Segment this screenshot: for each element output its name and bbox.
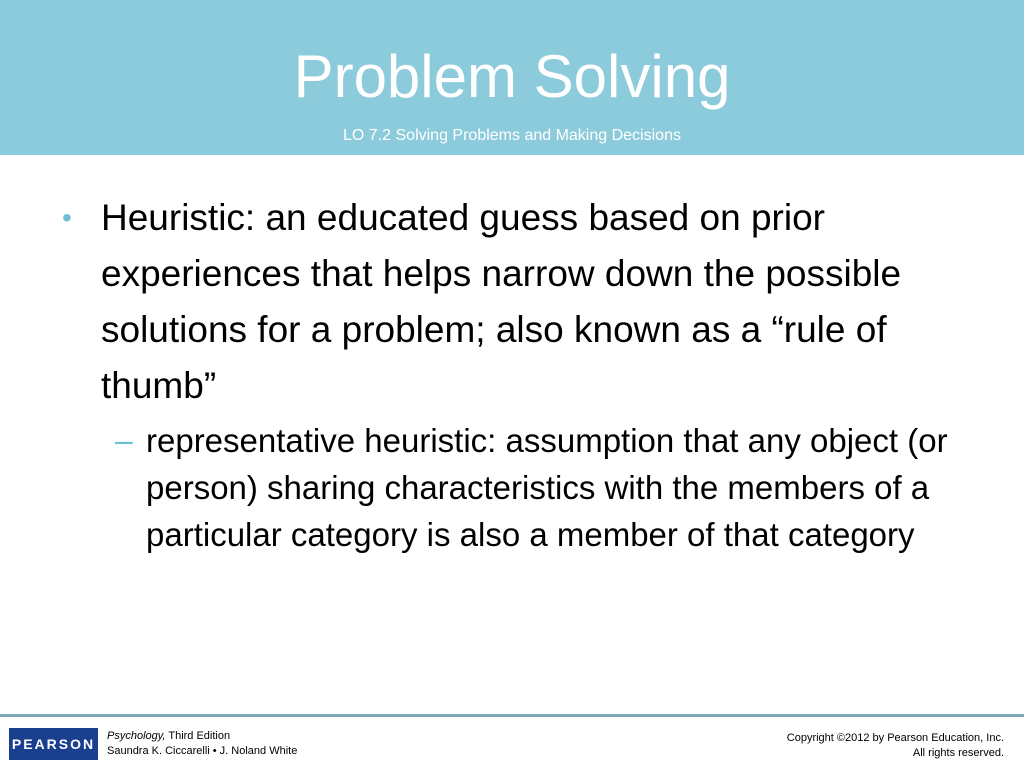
footer-divider (0, 714, 1024, 717)
slide-title: Problem Solving (293, 43, 731, 110)
footer-book-info (107, 729, 297, 759)
rights-text: All rights reserved. (912, 747, 1004, 759)
footer-copyright (787, 731, 1004, 761)
book-edition: Third Edition (165, 730, 231, 742)
bullet-text: Heuristic: an educated guess based on prior experiences that helps narrow down the possible solutions for a problem; also known as a “rule of thumb” (101, 197, 902, 406)
bullet-marker: • (62, 202, 72, 233)
book-authors: Saundra K. Ciccarelli • J. Noland White (107, 745, 298, 757)
copyright-text: Copyright ©2012 by Pearson Education, Inc. (786, 732, 1004, 744)
pearson-logo: PEARSON (9, 728, 98, 760)
sub-bullet-text: representative heuristic: assumption that any object (or person) sharing characteristics with the members of a particular category is also a member of that category (146, 422, 948, 553)
slide-subtitle: LO 7.2 Solving Problems and Making Decisions (343, 127, 681, 144)
header-banner (0, 0, 1024, 155)
sub-bullet-marker: – (115, 422, 133, 458)
book-title: Psychology, (107, 730, 166, 742)
